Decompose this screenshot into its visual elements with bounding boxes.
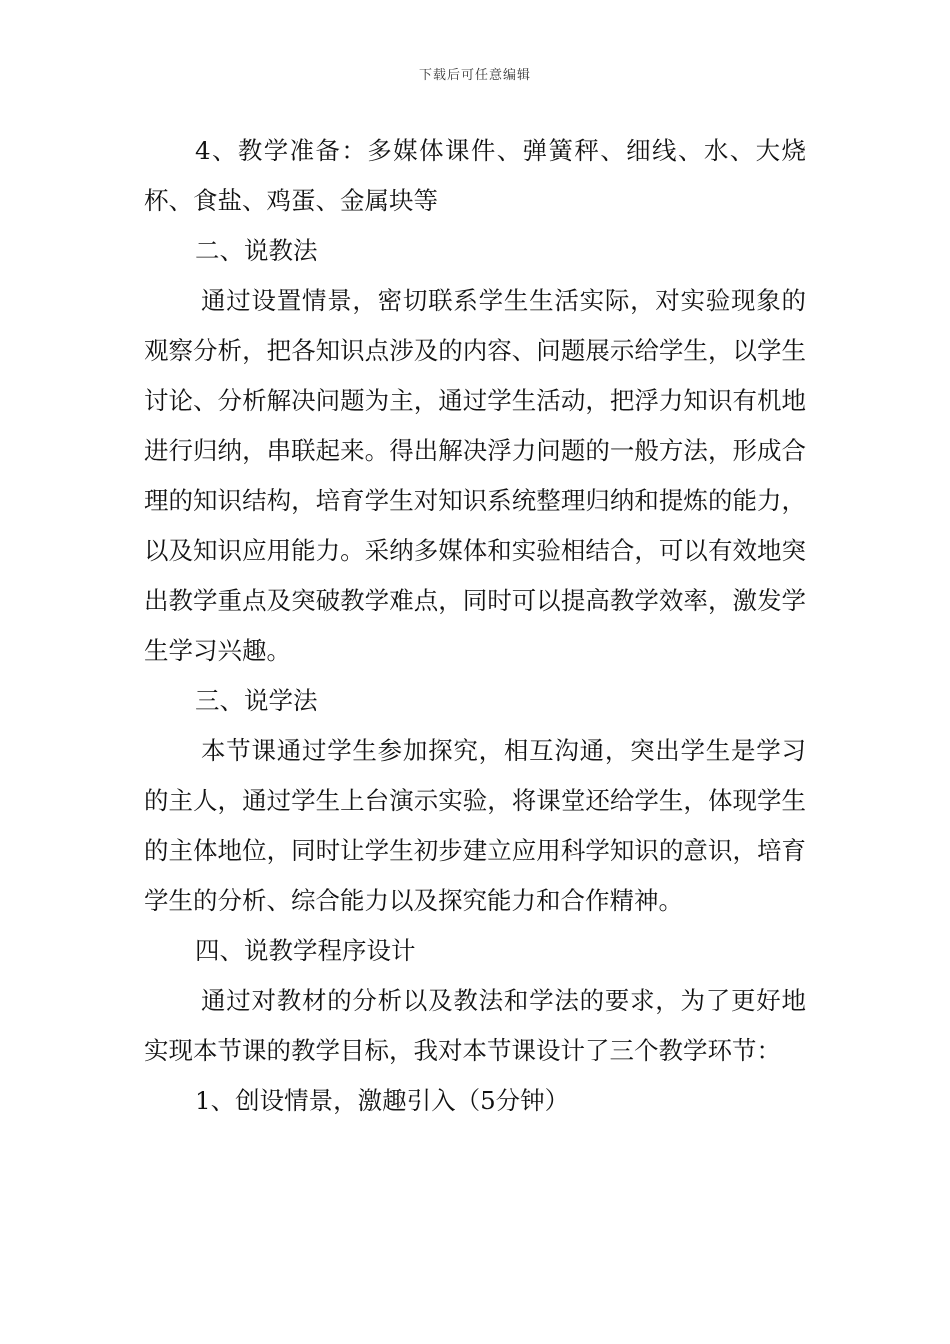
paragraph-learning-method: 本节课通过学生参加探究，相互沟通，突出学生是学习的主人，通过学生上台演示实验，将课堂还给学生，体现学生的主体地位，同时让学生初步建立应用科学知识的意识，培育学生的分析、综合能力以及探究能力和合作精神。 (144, 736, 806, 915)
page-header: 下载后可任意编辑 (418, 68, 531, 83)
section-heading-teaching-method: 二、说教法 (195, 236, 318, 265)
section-heading-program-design: 四、说教学程序设计 (195, 936, 416, 965)
paragraph-teaching-method: 通过设置情景，密切联系学生生活实际，对实验现象的观察分析，把各知识点涉及的内容、问题展示给学生，以学生讨论、分析解决问题为主，通过学生活动，把浮力知识有机地进行归纳，串联起来。得出解决浮力问题的一般方法，形成合理的知识结构，培育学生对知识系统整理归纳和提炼的能力，以及知识应用能力。采纳多媒体和实验相结合，可以有效地突出教学重点及突破教学难点，同时可以提高教学效率，激发学生学习兴趣。 (144, 286, 806, 665)
document-body (144, 126, 806, 1126)
paragraph-teaching-preparation: 4、教学准备：多媒体课件、弹簧秤、细线、水、大烧杯、食盐、鸡蛋、金属块等 (144, 136, 806, 215)
section-heading-learning-method: 三、说学法 (195, 686, 318, 715)
paragraph-program-design: 通过对教材的分析以及教法和学法的要求，为了更好地实现本节课的教学目标，我对本节课设计了三个教学环节： (144, 986, 806, 1065)
subheading-step-1: 1、创设情景，激趣引入（5分钟） (195, 1086, 570, 1115)
